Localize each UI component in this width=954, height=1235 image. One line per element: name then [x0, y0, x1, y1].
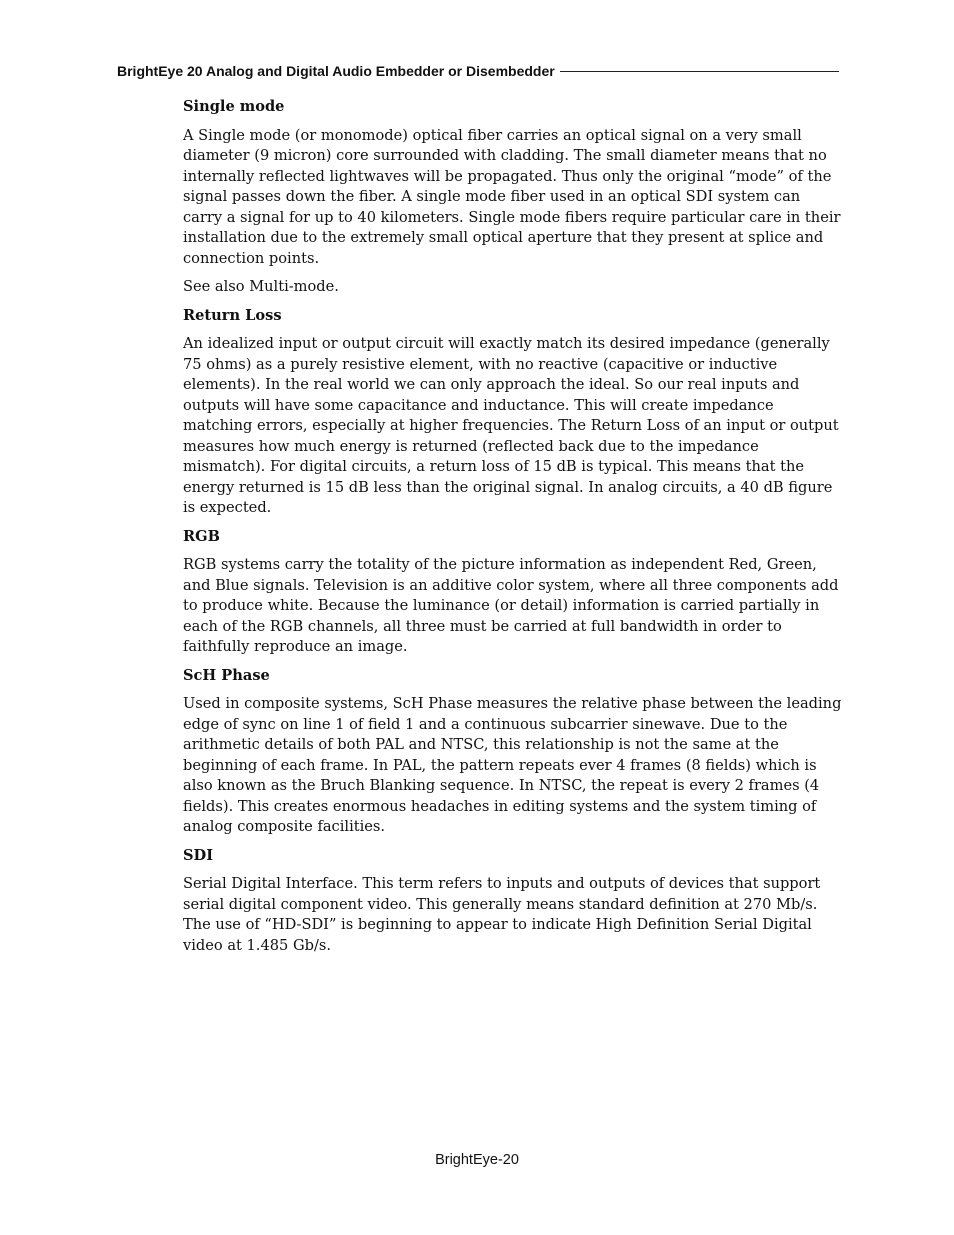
glossary-content	[183, 97, 843, 964]
glossary-entry-sch-phase	[183, 666, 843, 838]
glossary-entry-single-mode	[183, 97, 843, 298]
glossary-entry-rgb	[183, 527, 843, 658]
running-header	[117, 62, 839, 80]
term-heading: SDI	[183, 846, 214, 864]
term-paragraph: See also Multi-mode.	[183, 278, 339, 295]
term-paragraph: A Single mode (or monomode) optical fiber carries an optical signal on a very small diameter (9 micron) core surrounded with cladding. The small diameter means that no internally reflected lightwaves will be propagated. Thus only the original “mode” of the signal passes down the fiber. A single mode fiber used in an optical SDI system can carry a signal for up to 40 kilometers. Single mode fibers require particular care in their installation due to the extremely small optical aperture that they present at splice and connection points.	[183, 126, 841, 267]
term-paragraph: An idealized input or output circuit will exactly match its desired impedance (generally 75 ohms) as a purely resistive element, with no reactive (capacitive or inductive elements). In the real world we can only approach the ideal. So our real inputs and outputs will have some capacitance and inductance. This will create impedance matching errors, especially at higher frequencies. The Return Loss of an input or output measures how much energy is returned (reflected back due to the impedance mismatch). For digital circuits, a return loss of 15 dB is typical. This means that the energy returned is 15 dB less than the original signal. In analog circuits, a 40 dB figure is expected.	[183, 335, 839, 516]
glossary-entry-sdi	[183, 846, 843, 957]
header-rule	[560, 71, 839, 72]
page-number: BrightEye-20	[435, 1152, 519, 1168]
term-paragraph: Serial Digital Interface. This term refers to inputs and outputs of devices that support serial digital component video. This generally means standard definition at 270 Mb/s. The use of “HD-SDI” is beginning to appear to indicate High Definition Serial Digital video at 1.485 Gb/s.	[183, 875, 821, 954]
term-heading: Return Loss	[183, 306, 282, 324]
term-heading: ScH Phase	[183, 666, 270, 684]
glossary-entry-return-loss	[183, 306, 843, 519]
term-paragraph: Used in composite systems, ScH Phase measures the relative phase between the leading edge of sync on line 1 of field 1 and a continuous subcarrier sinewave. Due to the arithmetic details of both PAL and NTSC, this relationship is not the same at the beginning of each frame. In PAL, the pattern repeats ever 4 frames (8 fields) which is also known as the Bruch Blanking sequence. In NTSC, the repeat is every 2 frames (4 fields). This creates enormous headaches in editing systems and the system timing of analog composite facilities.	[183, 695, 842, 835]
header-title: BrightEye 20 Analog and Digital Audio Embedder or Disembedder	[117, 63, 555, 79]
term-heading: RGB	[183, 527, 220, 545]
term-heading: Single mode	[183, 98, 285, 115]
page-footer	[0, 1152, 954, 1168]
term-paragraph: RGB systems carry the totality of the picture information as independent Red, Green, and Blue signals. Television is an additive color system, where all three components add to produce white. Because the luminance (or detail) information is carried partially in each of the RGB channels, all three must be carried at full bandwidth in order to faithfully reproduce an image.	[183, 556, 839, 655]
